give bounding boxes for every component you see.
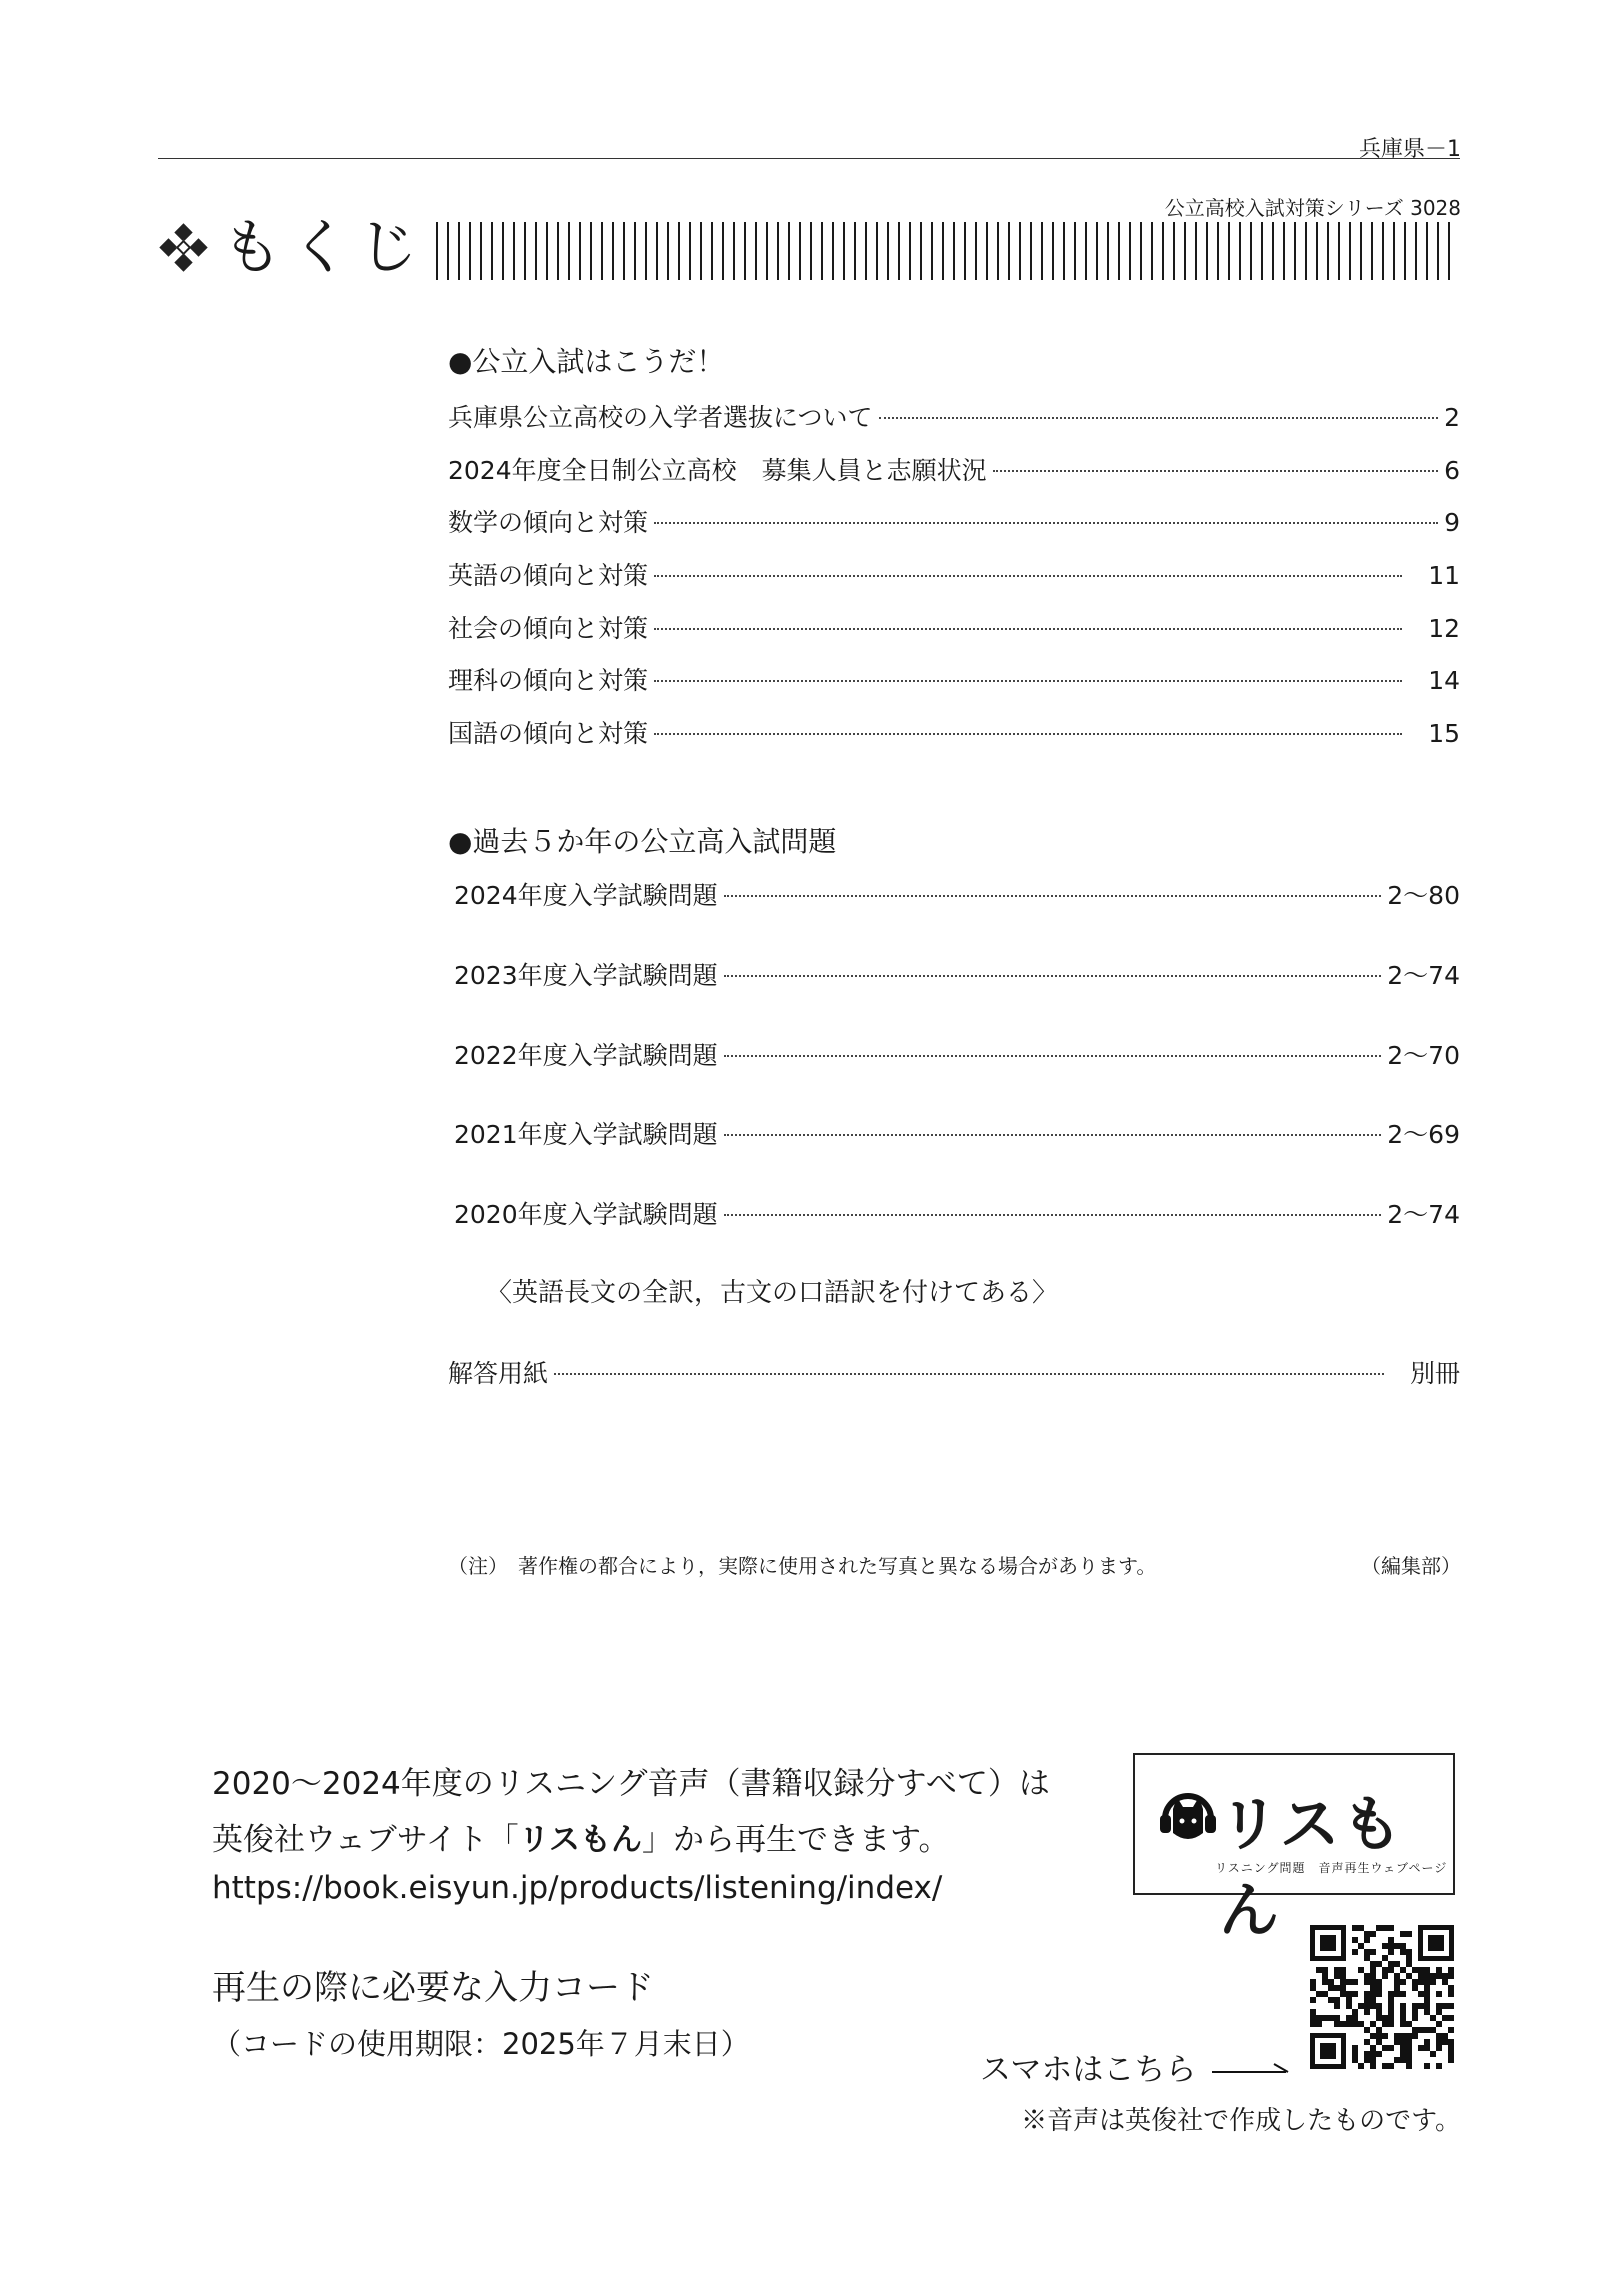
qr-module bbox=[1436, 2063, 1442, 2069]
qr-module bbox=[1370, 1991, 1376, 1997]
qr-module bbox=[1334, 2015, 1340, 2021]
qr-module bbox=[1406, 2021, 1412, 2027]
qr-module bbox=[1448, 1985, 1454, 1991]
diamond-cluster-icon bbox=[160, 224, 208, 272]
leader-dots bbox=[724, 1055, 1382, 1057]
qr-module bbox=[1400, 2003, 1406, 2009]
qr-module bbox=[1376, 2039, 1382, 2045]
qr-module bbox=[1358, 1943, 1364, 1949]
toc-page: 2～74 bbox=[1387, 961, 1460, 990]
exam-row[interactable] bbox=[454, 1195, 1460, 1231]
qr-module bbox=[1352, 2057, 1358, 2063]
qr-module bbox=[1448, 2015, 1454, 2021]
toc-row[interactable] bbox=[448, 609, 1460, 645]
qr-module bbox=[1400, 2021, 1406, 2027]
qr-module bbox=[1406, 1931, 1412, 1937]
qr-module bbox=[1442, 1979, 1448, 1985]
qr-module bbox=[1352, 1979, 1358, 1985]
qr-module bbox=[1352, 1937, 1358, 1943]
listening-line2 bbox=[212, 1814, 950, 1859]
qr-module bbox=[1370, 1973, 1376, 1979]
qr-module bbox=[1364, 2027, 1370, 2033]
code-title: 再生の際に必要な入力コード bbox=[212, 1968, 654, 2008]
qr-module bbox=[1370, 1931, 1376, 1937]
leader-dots bbox=[654, 628, 1402, 630]
qr-module bbox=[1412, 1985, 1418, 1991]
toc-label: 2021年度入学試験問題 bbox=[454, 1120, 718, 1149]
qr-module bbox=[1442, 2015, 1448, 2021]
qr-module bbox=[1376, 1979, 1382, 1985]
qr-module bbox=[1424, 1967, 1430, 1973]
qr-module bbox=[1418, 1973, 1424, 1979]
qr-module bbox=[1358, 1925, 1364, 1931]
qr-module bbox=[1442, 2003, 1448, 2009]
editor-credit: （編集部） bbox=[1361, 1554, 1461, 1578]
qr-module bbox=[1340, 1979, 1346, 1985]
toc-page: 2～69 bbox=[1387, 1120, 1460, 1149]
qr-module bbox=[1316, 2021, 1322, 2027]
leader-dots bbox=[654, 575, 1402, 577]
exam-row[interactable] bbox=[454, 956, 1460, 992]
qr-module bbox=[1364, 2051, 1370, 2057]
toc-label: 国語の傾向と対策 bbox=[448, 719, 649, 748]
leader-dots bbox=[993, 470, 1438, 472]
qr-module bbox=[1382, 2063, 1388, 2069]
answer-sheet-row[interactable] bbox=[448, 1354, 1460, 1390]
qr-module bbox=[1400, 2051, 1406, 2057]
qr-module bbox=[1406, 2063, 1412, 2069]
qr-module bbox=[1436, 2003, 1442, 2009]
qr-module bbox=[1394, 2039, 1400, 2045]
qr-module bbox=[1352, 1991, 1358, 1997]
qr-module bbox=[1382, 1967, 1388, 1973]
qr-module bbox=[1370, 1985, 1376, 1991]
page-title-block bbox=[160, 213, 426, 283]
qr-module bbox=[1364, 1991, 1370, 1997]
qr-module bbox=[1424, 1979, 1430, 1985]
qr-module bbox=[1388, 1943, 1394, 1949]
toc-row[interactable] bbox=[448, 661, 1460, 697]
qr-module bbox=[1442, 1973, 1448, 1979]
qr-module bbox=[1376, 2003, 1382, 2009]
cat-headphones-icon bbox=[1157, 1785, 1219, 1847]
qr-module bbox=[1382, 1943, 1388, 1949]
qr-module bbox=[1388, 1961, 1394, 1967]
qr-module bbox=[1448, 2027, 1454, 2033]
qr-module bbox=[1406, 2033, 1412, 2039]
qr-module bbox=[1406, 1949, 1412, 1955]
qr-module bbox=[1406, 1973, 1412, 1979]
qr-module bbox=[1346, 2003, 1352, 2009]
leader-dots bbox=[724, 1214, 1382, 1216]
qr-module bbox=[1382, 2015, 1388, 2021]
qr-module bbox=[1400, 2057, 1406, 2063]
site-name: リスもん bbox=[518, 1822, 642, 1858]
toc-label: 2023年度入学試験問題 bbox=[454, 961, 718, 990]
qr-module bbox=[1322, 2015, 1328, 2021]
qr-module bbox=[1400, 2045, 1406, 2051]
qr-module bbox=[1346, 2015, 1352, 2021]
qr-module bbox=[1436, 1991, 1442, 1997]
qr-module bbox=[1412, 2033, 1418, 2039]
toc-page: 別冊 bbox=[1409, 1359, 1460, 1388]
qr-module bbox=[1376, 2033, 1382, 2039]
qr-module bbox=[1388, 2063, 1394, 2069]
toc-page: 9 bbox=[1444, 508, 1460, 537]
qr-module bbox=[1310, 1985, 1316, 1991]
qr-module bbox=[1322, 1979, 1328, 1985]
qr-module bbox=[1376, 1925, 1382, 1931]
listening-url[interactable]: https://book.eisyun.jp/products/listening/index/ bbox=[212, 1870, 943, 1906]
qr-module bbox=[1424, 1991, 1430, 1997]
qr-module bbox=[1436, 1967, 1442, 1973]
toc-row[interactable] bbox=[448, 556, 1460, 592]
toc-label: 理科の傾向と対策 bbox=[448, 666, 649, 695]
toc-row[interactable] bbox=[448, 503, 1460, 539]
qr-module bbox=[1394, 1985, 1400, 1991]
toc-page: 12 bbox=[1428, 614, 1460, 643]
qr-module bbox=[1364, 1949, 1370, 1955]
lismon-logo[interactable] bbox=[1133, 1753, 1455, 1946]
qr-module bbox=[1310, 2015, 1316, 2021]
qr-module bbox=[1352, 1925, 1358, 1931]
qr-module bbox=[1316, 1967, 1322, 1973]
qr-module bbox=[1364, 1955, 1370, 1961]
qr-module bbox=[1388, 2015, 1394, 2021]
qr-module bbox=[1382, 1955, 1388, 1961]
qr-module bbox=[1394, 2033, 1400, 2039]
qr-module bbox=[1310, 2021, 1316, 2027]
toc-page: 6 bbox=[1444, 456, 1460, 485]
section2-heading: ●過去５か年の公立高入試問題 bbox=[448, 825, 837, 858]
toc-label: 2024年度入学試験問題 bbox=[454, 881, 718, 910]
page-title: もくじ bbox=[222, 213, 426, 283]
qr-module bbox=[1424, 2039, 1430, 2045]
qr-module bbox=[1322, 1991, 1328, 1997]
qr-module bbox=[1400, 1967, 1406, 1973]
qr-module bbox=[1334, 2003, 1340, 2009]
qr-module bbox=[1418, 2045, 1424, 2051]
qr-module bbox=[1370, 1997, 1376, 2003]
qr-module bbox=[1340, 1967, 1346, 1973]
qr-module bbox=[1388, 1967, 1394, 1973]
qr-module bbox=[1364, 1997, 1370, 2003]
qr-module bbox=[1358, 1967, 1364, 1973]
qr-module bbox=[1424, 1985, 1430, 1991]
qr-module bbox=[1376, 2027, 1382, 2033]
leader-dots bbox=[654, 733, 1402, 735]
qr-module bbox=[1358, 2063, 1364, 2069]
qr-module bbox=[1334, 1985, 1340, 1991]
qr-module bbox=[1436, 2039, 1442, 2045]
qr-module bbox=[1346, 1979, 1352, 1985]
qr-module bbox=[1376, 2015, 1382, 2021]
qr-module bbox=[1370, 2051, 1376, 2057]
qr-module bbox=[1400, 1949, 1406, 1955]
qr-module bbox=[1448, 1973, 1454, 1979]
qr-module bbox=[1394, 1991, 1400, 1997]
qr-module bbox=[1448, 2057, 1454, 2063]
leader-dots bbox=[724, 975, 1382, 977]
qr-module bbox=[1376, 2009, 1382, 2015]
qr-module bbox=[1382, 1925, 1388, 1931]
qr-module bbox=[1364, 1973, 1370, 1979]
qr-module bbox=[1412, 1979, 1418, 1985]
logo-text: リスもん bbox=[1219, 1790, 1404, 1946]
qr-module bbox=[1370, 2021, 1376, 2027]
qr-module bbox=[1418, 1979, 1424, 1985]
qr-module bbox=[1436, 2045, 1442, 2051]
qr-module bbox=[1364, 1931, 1370, 1937]
qr-module bbox=[1448, 1991, 1454, 1997]
qr-module bbox=[1412, 2015, 1418, 2021]
page-number: 兵庫県－1 bbox=[1359, 137, 1461, 162]
leader-dots bbox=[879, 417, 1439, 419]
qr-module bbox=[1352, 2021, 1358, 2027]
qr-module bbox=[1406, 2057, 1412, 2063]
qr-module bbox=[1328, 1997, 1334, 2003]
qr-module bbox=[1346, 2021, 1352, 2027]
qr-module bbox=[1388, 1991, 1394, 1997]
qr-module bbox=[1382, 1973, 1388, 1979]
qr-module bbox=[1412, 2027, 1418, 2033]
qr-module bbox=[1430, 2027, 1436, 2033]
toc-page: 11 bbox=[1428, 561, 1460, 590]
qr-module bbox=[1358, 2003, 1364, 2009]
exam-row[interactable] bbox=[454, 1115, 1460, 1151]
qr-module bbox=[1328, 2015, 1334, 2021]
qr-module bbox=[1352, 2015, 1358, 2021]
qr-module bbox=[1400, 2015, 1406, 2021]
qr-module bbox=[1406, 1961, 1412, 1967]
qr-module bbox=[1388, 1949, 1394, 1955]
qr-module bbox=[1424, 1997, 1430, 2003]
qr-module bbox=[1388, 2009, 1394, 2015]
qr-module bbox=[1418, 2027, 1424, 2033]
logo-subtitle: リスニング問題 音声再生ウェブページ bbox=[1215, 1861, 1448, 1875]
qr-module bbox=[1364, 1979, 1370, 1985]
qr-module bbox=[1376, 1991, 1382, 1997]
qr-module bbox=[1376, 1985, 1382, 1991]
qr-module bbox=[1400, 2033, 1406, 2039]
qr-module bbox=[1340, 1985, 1346, 1991]
qr-module bbox=[1388, 2021, 1394, 2027]
leader-dots bbox=[654, 522, 1438, 524]
qr-module bbox=[1352, 1949, 1358, 1955]
toc-row[interactable] bbox=[448, 714, 1460, 750]
qr-module bbox=[1430, 2015, 1436, 2021]
listening-line2-pre: 英俊社ウェブサイト「 bbox=[212, 1822, 519, 1858]
toc-label: 英語の傾向と対策 bbox=[448, 561, 649, 590]
qr-module bbox=[1334, 2021, 1340, 2027]
qr-module bbox=[1424, 2009, 1430, 2015]
qr-module bbox=[1340, 1991, 1346, 1997]
qr-module bbox=[1394, 1979, 1400, 1985]
qr-module bbox=[1310, 2009, 1316, 2015]
translation-note: 〈英語長文の全訳，古文の口語訳を付けてある〉 bbox=[486, 1278, 1059, 1308]
qr-module bbox=[1364, 2003, 1370, 2009]
qr-module bbox=[1328, 1985, 1334, 1991]
qr-module bbox=[1310, 1979, 1316, 1985]
qr-module bbox=[1346, 1997, 1352, 2003]
voice-note: ※音声は英俊社で作成したものです。 bbox=[1021, 2106, 1461, 2136]
qr-module bbox=[1346, 1991, 1352, 1997]
toc-row[interactable] bbox=[448, 451, 1460, 487]
qr-module bbox=[1370, 2045, 1376, 2051]
qr-module bbox=[1436, 2021, 1442, 2027]
toc-page: 2～80 bbox=[1387, 881, 1460, 910]
toc-label: 社会の傾向と対策 bbox=[448, 614, 649, 643]
qr-module bbox=[1418, 2003, 1424, 2009]
qr-module bbox=[1340, 1973, 1346, 1979]
qr-module bbox=[1418, 1967, 1424, 1973]
qr-module bbox=[1406, 2051, 1412, 2057]
qr-module bbox=[1394, 1943, 1400, 1949]
qr-module bbox=[1352, 2045, 1358, 2051]
qr-module bbox=[1430, 1979, 1436, 1985]
qr-code-icon[interactable] bbox=[1310, 1925, 1454, 2069]
qr-module bbox=[1316, 2015, 1322, 2021]
toc-page: 2 bbox=[1444, 403, 1460, 432]
qr-module bbox=[1448, 2003, 1454, 2009]
qr-module bbox=[1334, 1967, 1340, 1973]
qr-module bbox=[1364, 2057, 1370, 2063]
header-rule bbox=[158, 158, 1460, 159]
qr-module bbox=[1406, 2039, 1412, 2045]
qr-module bbox=[1388, 1925, 1394, 1931]
qr-module bbox=[1352, 2009, 1358, 2015]
qr-module bbox=[1448, 2039, 1454, 2045]
qr-module bbox=[1388, 2045, 1394, 2051]
qr-module bbox=[1334, 1997, 1340, 2003]
leader-dots bbox=[724, 895, 1382, 897]
series-label: 公立高校入試対策シリーズ 3028 bbox=[1164, 196, 1461, 220]
toc-page: 14 bbox=[1428, 666, 1460, 695]
qr-module bbox=[1400, 2009, 1406, 2015]
qr-module bbox=[1448, 2051, 1454, 2057]
qr-module bbox=[1376, 1961, 1382, 1967]
qr-module bbox=[1370, 1961, 1376, 1967]
qr-module bbox=[1436, 2009, 1442, 2015]
toc-row[interactable] bbox=[448, 398, 1460, 434]
qr-module bbox=[1424, 2063, 1430, 2069]
qr-module bbox=[1400, 1979, 1406, 1985]
listening-line1: 2020～2024年度のリスニング音声（書籍収録分すべて）は bbox=[212, 1766, 1050, 1802]
qr-module bbox=[1436, 1973, 1442, 1979]
qr-module bbox=[1388, 1997, 1394, 2003]
qr-module bbox=[1388, 2003, 1394, 2009]
qr-module bbox=[1394, 1973, 1400, 1979]
qr-module bbox=[1406, 1955, 1412, 1961]
qr-module bbox=[1382, 2045, 1388, 2051]
section1-heading: ●公立入試はこうだ！ bbox=[448, 345, 725, 378]
qr-module bbox=[1424, 2027, 1430, 2033]
qr-module bbox=[1364, 1937, 1370, 1943]
qr-module bbox=[1388, 1937, 1394, 1943]
exam-row[interactable] bbox=[454, 1036, 1460, 1072]
qr-module bbox=[1442, 2039, 1448, 2045]
leader-dots bbox=[554, 1373, 1384, 1375]
qr-module bbox=[1400, 2039, 1406, 2045]
qr-module bbox=[1400, 1931, 1406, 1937]
toc-label: 数学の傾向と対策 bbox=[448, 508, 649, 537]
qr-module bbox=[1400, 1991, 1406, 1997]
qr-module bbox=[1382, 2033, 1388, 2039]
qr-module bbox=[1370, 2033, 1376, 2039]
qr-label: スマホはこちら bbox=[980, 2052, 1197, 2088]
qr-module bbox=[1364, 2009, 1370, 2015]
qr-module bbox=[1448, 2045, 1454, 2051]
qr-module bbox=[1364, 2039, 1370, 2045]
qr-module bbox=[1430, 2051, 1436, 2057]
toc-label: 2024年度全日制公立高校 募集人員と志願状況 bbox=[448, 456, 987, 485]
qr-module bbox=[1370, 2063, 1376, 2069]
copyright-footnote: （注） 著作権の都合により，実際に使用された写真と異なる場合があります。 bbox=[448, 1554, 1157, 1578]
qr-module bbox=[1412, 1967, 1418, 1973]
qr-module bbox=[1448, 1967, 1454, 1973]
qr-module bbox=[1316, 1991, 1322, 1997]
qr-module bbox=[1334, 1973, 1340, 1979]
qr-module bbox=[1370, 1967, 1376, 1973]
exam-row[interactable] bbox=[454, 876, 1460, 912]
qr-module bbox=[1424, 2045, 1430, 2051]
listening-line2-post: 」から再生できます。 bbox=[641, 1822, 950, 1858]
qr-module bbox=[1424, 1973, 1430, 1979]
title-bar-pattern bbox=[436, 222, 1458, 280]
qr-module bbox=[1424, 2003, 1430, 2009]
toc-page: 15 bbox=[1428, 719, 1460, 748]
arrow-right-icon bbox=[1212, 2058, 1290, 2078]
toc-label: 解答用紙 bbox=[448, 1359, 549, 1388]
qr-module bbox=[1328, 1979, 1334, 1985]
qr-module bbox=[1322, 1973, 1328, 1979]
qr-module bbox=[1418, 1991, 1424, 1997]
qr-module bbox=[1382, 2021, 1388, 2027]
qr-module bbox=[1412, 2003, 1418, 2009]
qr-module bbox=[1436, 2033, 1442, 2039]
toc-page: 2～74 bbox=[1387, 1200, 1460, 1229]
qr-module bbox=[1370, 2003, 1376, 2009]
qr-module bbox=[1406, 2045, 1412, 2051]
toc-page: 2～70 bbox=[1387, 1041, 1460, 1070]
qr-module bbox=[1370, 1949, 1376, 1955]
leader-dots bbox=[724, 1134, 1382, 1136]
qr-module bbox=[1394, 2057, 1400, 2063]
qr-module bbox=[1310, 1997, 1316, 2003]
leader-dots bbox=[654, 680, 1402, 682]
qr-module bbox=[1412, 2009, 1418, 2015]
qr-module bbox=[1370, 1979, 1376, 1985]
qr-module bbox=[1340, 2021, 1346, 2027]
qr-module bbox=[1322, 1967, 1328, 1973]
qr-module bbox=[1352, 2051, 1358, 2057]
code-limit: （コードの使用期限：2025年７月末日） bbox=[212, 2027, 750, 2061]
qr-module bbox=[1442, 2033, 1448, 2039]
qr-module bbox=[1430, 1973, 1436, 1979]
toc-label: 2022年度入学試験問題 bbox=[454, 1041, 718, 1070]
toc-label: 2020年度入学試験問題 bbox=[454, 1200, 718, 1229]
toc-label: 兵庫県公立高校の入学者選抜について bbox=[448, 403, 873, 432]
qr-module bbox=[1400, 1943, 1406, 1949]
qr-module bbox=[1358, 2021, 1364, 2027]
qr-module bbox=[1370, 2057, 1376, 2063]
qr-module bbox=[1376, 2051, 1382, 2057]
qr-module bbox=[1394, 1961, 1400, 1967]
